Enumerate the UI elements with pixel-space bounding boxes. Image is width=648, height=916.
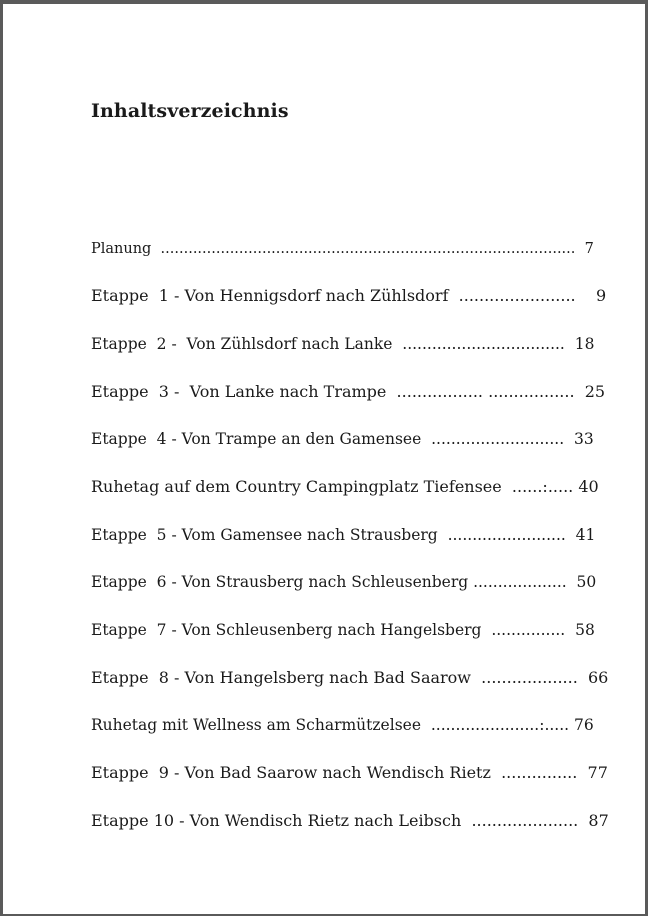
toc-entry-etappe-10: Etappe 10 - Von Wendisch Rietz nach Leibsch ..................... 87: [91, 811, 609, 830]
toc-entry-etappe-7: Etappe 7 - Von Schleusenberg nach Hangelsberg ............... 58: [91, 621, 595, 639]
toc-entry-ruhetag-2: Ruhetag mit Wellness am Scharmützelsee ......................:..... 76: [91, 716, 594, 734]
toc-entry-etappe-6: Etappe 6 - Von Strausberg nach Schleusenberg ................... 50: [91, 573, 597, 591]
toc-entry-etappe-8: Etappe 8 - Von Hangelsberg nach Bad Saarow ................... 66: [91, 668, 609, 687]
toc-entry-etappe-5: Etappe 5 - Vom Gamensee nach Strausberg ........................ 41: [91, 526, 596, 544]
toc-entry-etappe-1: Etappe 1 - Von Hennigsdorf nach Zühlsdorf ....................... 9: [91, 286, 607, 305]
toc-entry-ruhetag-1: Ruhetag auf dem Country Campingplatz Tiefensee ......:..... 40: [91, 477, 599, 496]
toc-entry-planung: Planung .......................................................................................... 7: [91, 241, 594, 257]
toc-entry-etappe-9: Etappe 9 - Von Bad Saarow nach Wendisch Rietz ............... 77: [91, 763, 608, 782]
toc-entry-etappe-3: Etappe 3 - Von Lanke nach Trampe ................. ................. 25: [91, 382, 606, 401]
page-title: Inhaltsverzeichnis: [91, 100, 289, 122]
toc-entry-etappe-2: Etappe 2 - Von Zühlsdorf nach Lanke ................................. 18: [91, 335, 595, 353]
toc-entry-etappe-4: Etappe 4 - Von Trampe an den Gamensee ........................... 33: [91, 430, 594, 448]
